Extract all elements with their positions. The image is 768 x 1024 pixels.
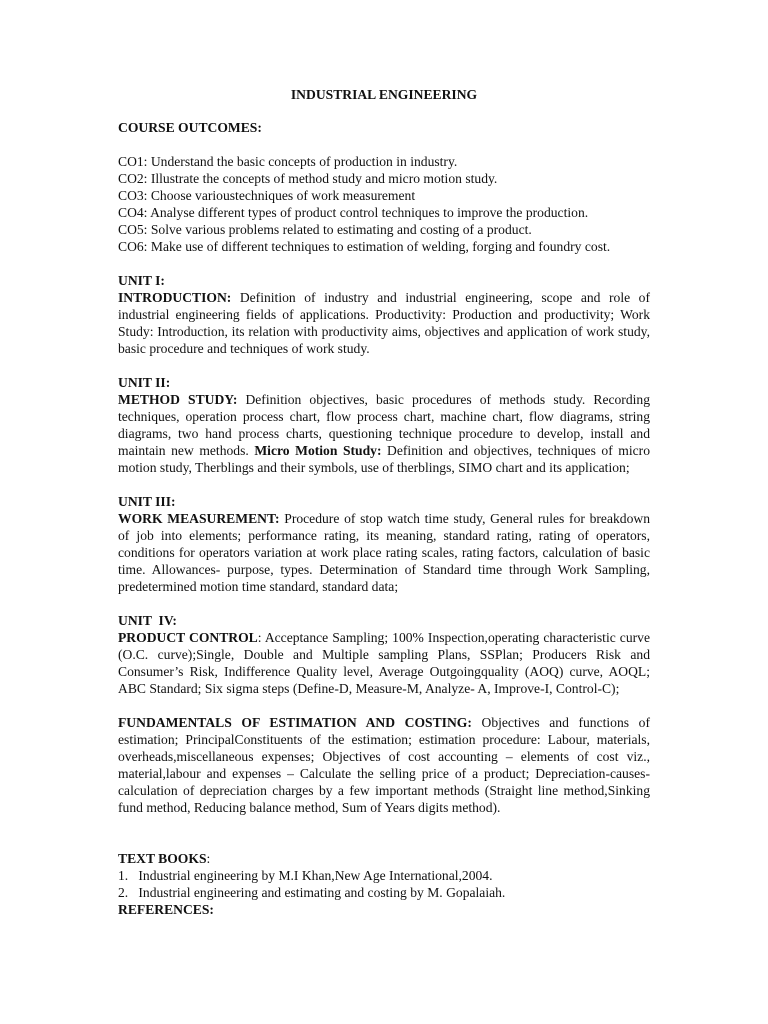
course-outcome-item: CO4: Analyse different types of product control techniques to improve the production. bbox=[118, 205, 589, 220]
unit-3-section bbox=[118, 493, 650, 595]
estimation-text: Objectives and functions of estimation; PrincipalConstituents of the estimation; estimation procedure: Labour, materials, overheads,miscellaneous expenses; Objectives of cost accounting – elements of cost viz., material,labour and expenses – Calculate the selling price of a product; Depreciation-causes-calculation of depreciation charges by a few important methods (Straight line method,Sinking fund method, Reducing balance method, Sum of Years digits method). bbox=[118, 715, 650, 815]
unit-2-heading: UNIT II: bbox=[118, 375, 171, 390]
unit-1-section bbox=[118, 272, 650, 357]
course-outcome-item: CO2: Illustrate the concepts of method study and micro motion study. bbox=[118, 171, 498, 186]
unit-2-text: Definition objectives, basic procedures of methods study. Recording techniques, operation process chart, flow process chart, machine chart, flow diagrams, string diagrams, two hand process charts, questioning technique procedure to develop, install and maintain new methods. bbox=[118, 392, 650, 458]
unit-3-text: Procedure of stop watch time study, General rules for breakdown of job into elements; performance rating, its meaning, standard rating, rating of operators, conditions for operators variation at work place rating scales, rating factors, calculation of basic time. Allowances- purpose, types. Determination of Standard time through Work Sampling, predetermined motion time standard, standard data; bbox=[118, 511, 650, 594]
unit-4-section bbox=[118, 612, 650, 697]
estimation-topic: FUNDAMENTALS OF ESTIMATION AND COSTING: bbox=[118, 715, 472, 730]
unit-4-text: : Acceptance Sampling; 100% Inspection,operating characteristic curve (O.C. curve);Single, Double and Multiple sampling Plans, SSPlan; Producers Risk and Consumer’s Risk, Indifference Quality level, Average Outgoingquality (AOQ) curve, AOQL; ABC Standard; Six sigma steps (Define-D, Measure-M, Analyze- A, Improve-I, Control-C); bbox=[118, 630, 650, 696]
unit-3-topic: WORK MEASUREMENT: bbox=[118, 511, 280, 526]
unit-4-heading: UNIT IV: bbox=[118, 613, 177, 628]
unit-1-text: Definition of industry and industrial engineering, scope and role of industrial engineering fields of applications. Productivity: Production and productivity; Work Study: Introduction, its relation with productivity aims, objectives and application of work study, basic procedure and techniques of work study. bbox=[118, 290, 650, 356]
unit-2-content bbox=[118, 391, 650, 476]
unit-2-topic: METHOD STUDY: bbox=[118, 392, 238, 407]
unit-4-topic: PRODUCT CONTROL bbox=[118, 630, 258, 645]
unit-1-topic: INTRODUCTION: bbox=[118, 290, 232, 305]
estimation-content bbox=[118, 714, 650, 816]
course-outcome-item: CO3: Choose varioustechniques of work measurement bbox=[118, 188, 416, 203]
document-page bbox=[118, 86, 650, 918]
text-book-item: 2. Industrial engineering and estimating and costing by M. Gopalaiah. bbox=[118, 885, 506, 900]
unit-2-section bbox=[118, 374, 650, 476]
unit-3-heading: UNIT III: bbox=[118, 494, 176, 509]
unit-1-content bbox=[118, 289, 650, 357]
course-outcomes-heading: COURSE OUTCOMES: bbox=[118, 120, 262, 135]
course-outcomes-list bbox=[118, 153, 650, 255]
unit-4-content bbox=[118, 629, 650, 697]
unit-1-heading: UNIT I: bbox=[118, 273, 165, 288]
text-book-item: 1. Industrial engineering by M.I Khan,New Age International,2004. bbox=[118, 868, 493, 883]
text-books-section bbox=[118, 850, 650, 918]
text-books-heading: TEXT BOOKS bbox=[118, 851, 207, 866]
unit-2-subtext: Definition and objectives, techniques of micro motion study, Therblings and their symbols, use of therblings, SIMO chart and its application; bbox=[118, 443, 650, 475]
text-books-colon: : bbox=[206, 851, 211, 866]
references-heading: REFERENCES: bbox=[118, 902, 214, 917]
text-books-heading-line bbox=[118, 850, 650, 867]
document-title: INDUSTRIAL ENGINEERING bbox=[290, 87, 478, 102]
course-outcome-item: CO1: Understand the basic concepts of production in industry. bbox=[118, 154, 458, 169]
estimation-section bbox=[118, 714, 650, 816]
course-outcome-item: CO5: Solve various problems related to estimating and costing of a product. bbox=[118, 222, 532, 237]
course-outcome-item: CO6: Make use of different techniques to estimation of welding, forging and foundry cost. bbox=[118, 239, 611, 254]
unit-3-content bbox=[118, 510, 650, 595]
unit-2-subtopic: Micro Motion Study: bbox=[254, 443, 382, 458]
